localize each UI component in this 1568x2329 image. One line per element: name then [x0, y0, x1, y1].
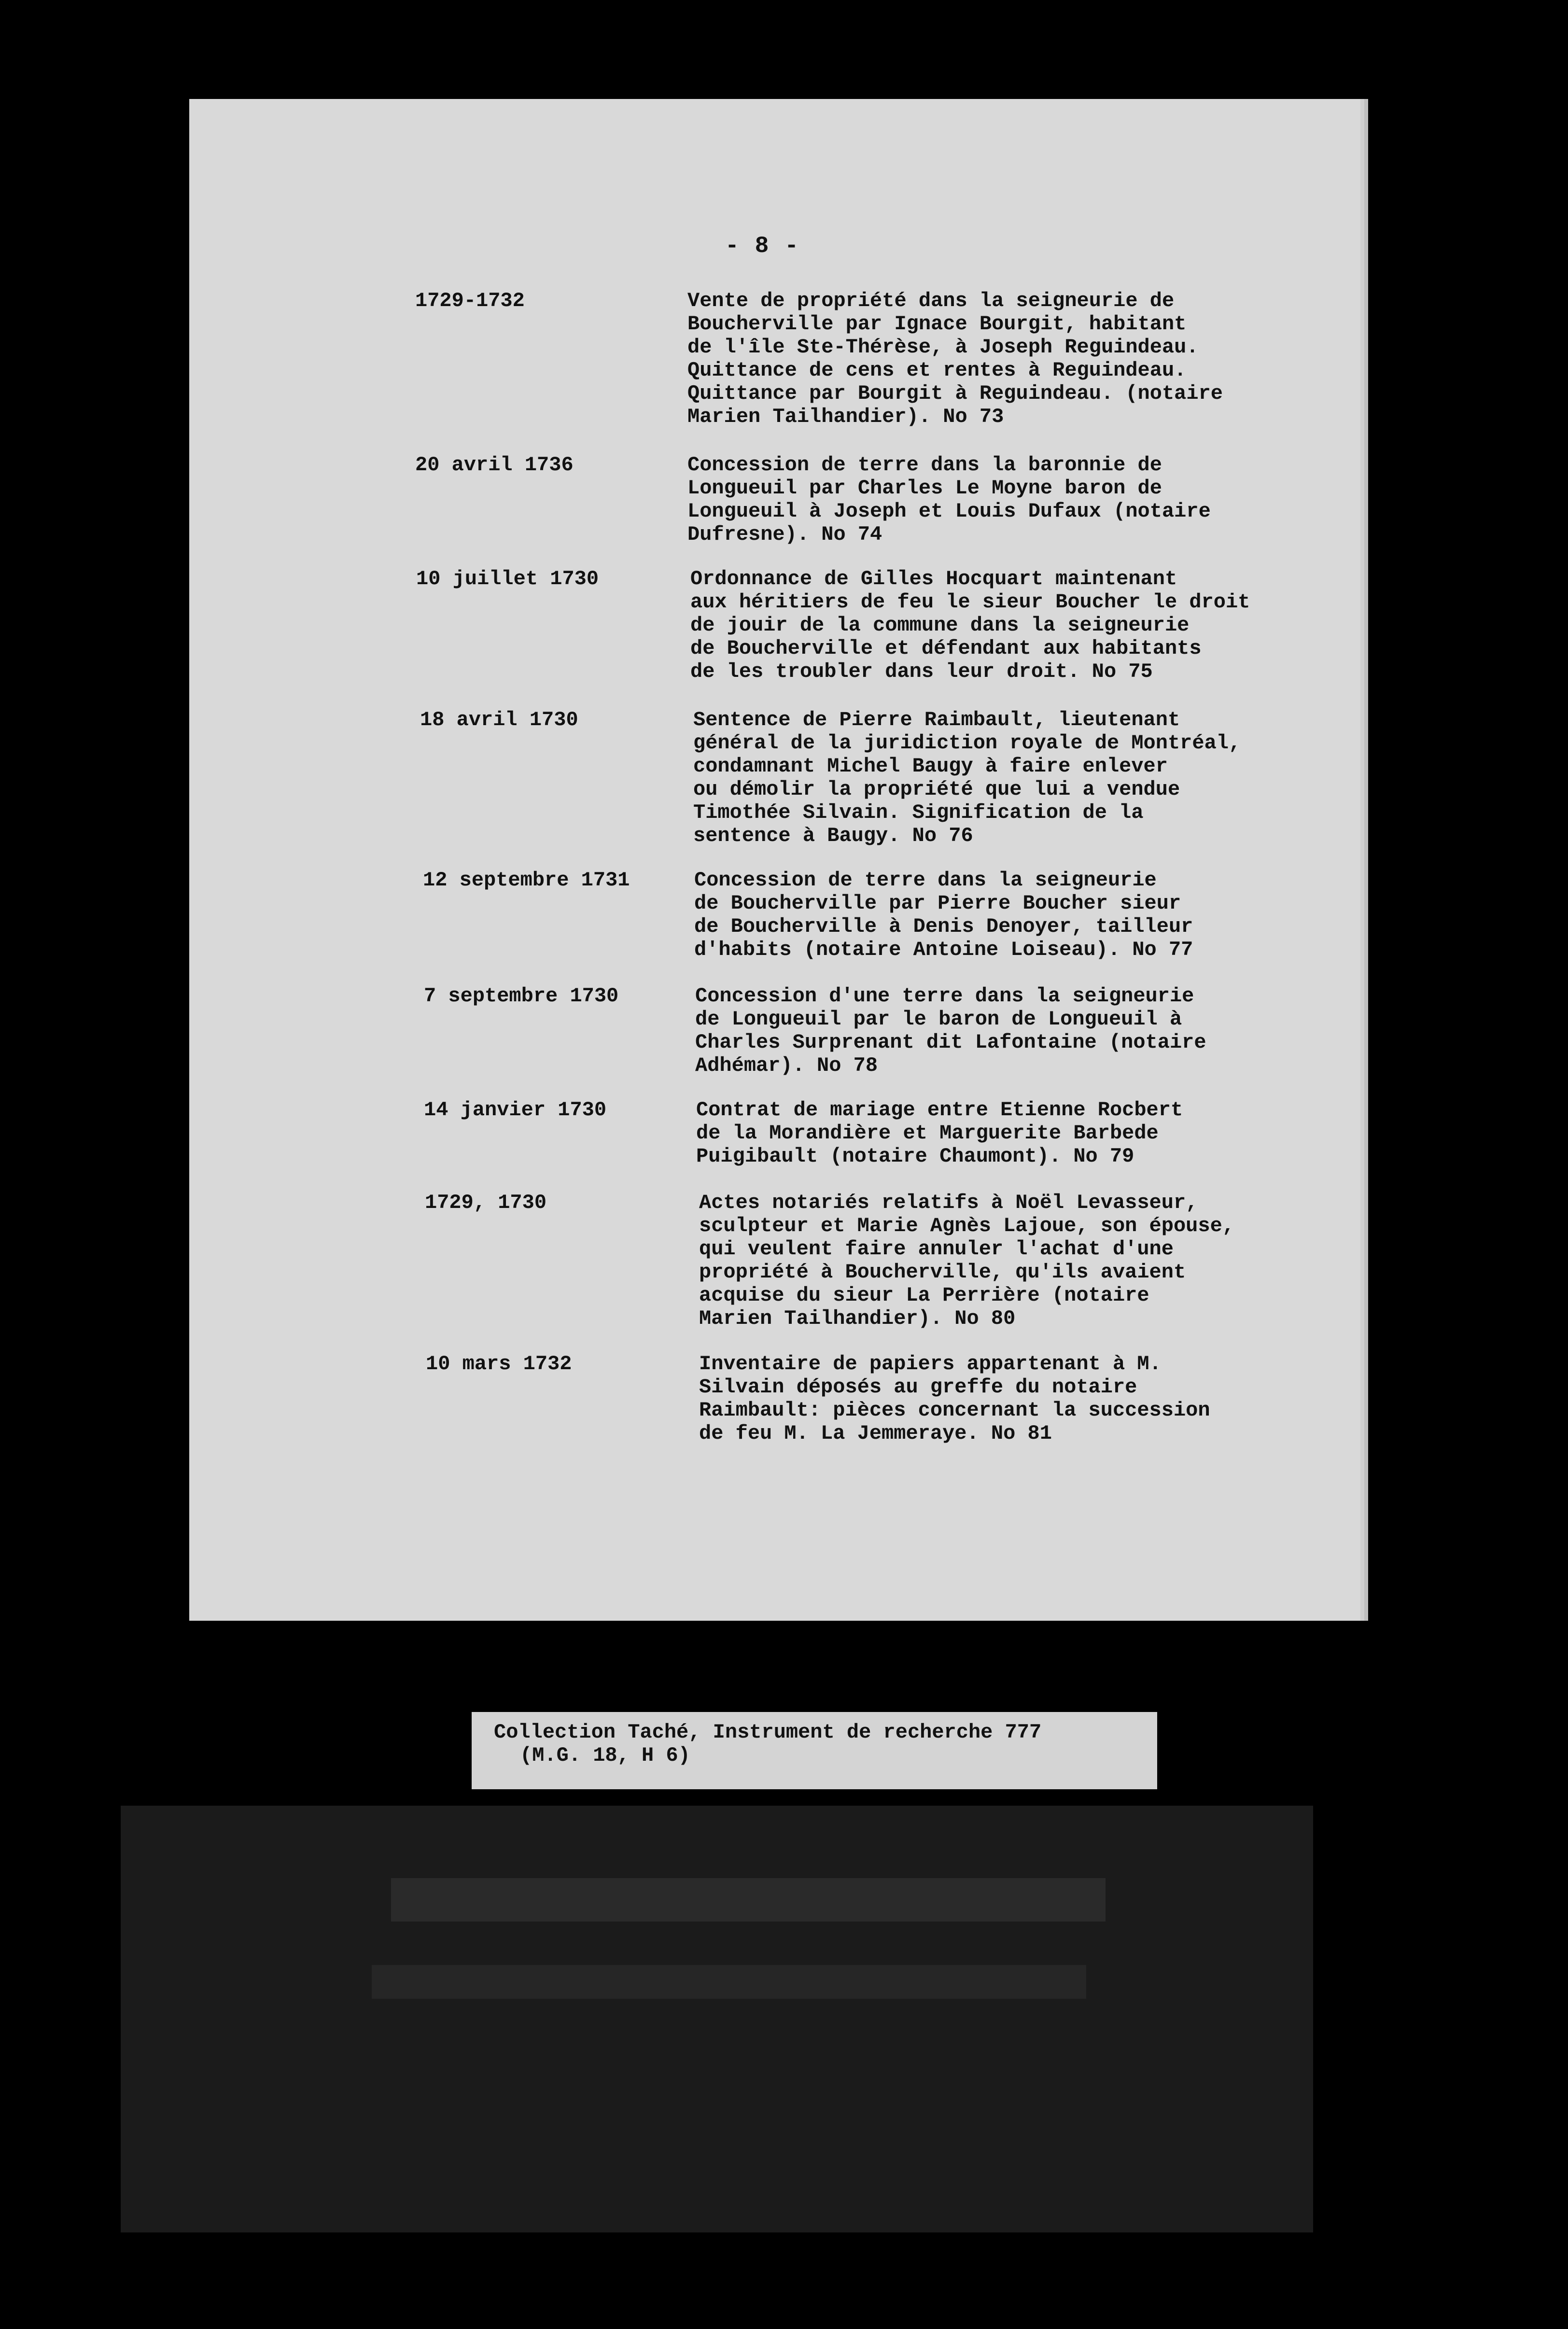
entry-description: [687, 453, 1228, 546]
entry-line: de jouir de la commune dans la seigneurie: [690, 614, 1190, 637]
entry-line: Concession de terre dans la baronnie de: [687, 453, 1162, 477]
entry-description: [696, 1098, 1237, 1168]
entry-line: propriété à Boucherville, qu'ils avaient: [699, 1261, 1186, 1284]
entry-line: aux héritiers de feu le sieur Boucher le droit: [690, 590, 1250, 614]
entry-line: de Boucherville par Pierre Boucher sieur: [694, 892, 1181, 915]
entry-line: de les troubler dans leur droit. No 75: [690, 660, 1153, 683]
entry-line: qui veulent faire annuler l'achat d'une: [699, 1237, 1174, 1261]
entry-line: de Boucherville à Denis Denoyer, tailleur: [694, 915, 1193, 938]
entry-description: [687, 289, 1228, 428]
entry-line: de la Morandière et Marguerite Barbede: [696, 1122, 1159, 1145]
entry-line: Timothée Silvain. Signification de la: [693, 801, 1144, 824]
entry-line: Silvain déposés au greffe du notaire: [699, 1375, 1137, 1399]
entry-line: Raimbault: pièces concernant la succession: [699, 1399, 1210, 1422]
entry-line: Sentence de Pierre Raimbault, lieutenant: [693, 708, 1180, 731]
entry-line: Adhémar). No 78: [695, 1054, 878, 1077]
caption-reference: (M.G. 18, H 6): [520, 1744, 690, 1767]
entry-date: 20 avril 1736: [415, 453, 574, 477]
faded-block: [372, 1965, 1086, 1999]
entry-line: ou démolir la propriété que lui a vendue: [693, 778, 1180, 801]
entry-line: Inventaire de papiers appartenant à M.: [699, 1352, 1162, 1375]
entry-description: [693, 708, 1241, 847]
entry-line: Longueuil à Joseph et Louis Dufaux (notaire: [687, 500, 1211, 523]
entry-line: Quittance de cens et rentes à Reguindeau.: [687, 359, 1187, 382]
entry-line: de feu M. La Jemmeraye. No 81: [699, 1422, 1052, 1445]
entry-line: Marien Tailhandier). No 80: [699, 1307, 1016, 1330]
entry-description: [694, 869, 1235, 961]
entry-line: de l'île Ste-Thérèse, à Joseph Reguindeau.: [687, 336, 1199, 359]
dark-card-background: [121, 1806, 1313, 2232]
entry-line: condamnant Michel Baugy à faire enlever: [693, 755, 1168, 778]
collection-caption: [472, 1712, 1157, 1789]
entry-date: 1729-1732: [415, 289, 525, 312]
entry-description: [695, 984, 1236, 1077]
entry-description: [699, 1191, 1240, 1330]
entry-date: 14 janvier 1730: [424, 1098, 607, 1122]
entry-date: 12 septembre 1731: [423, 869, 630, 892]
entry-line: Quittance par Bourgit à Reguindeau. (notaire: [687, 382, 1223, 405]
entry-date: 10 juillet 1730: [416, 567, 599, 590]
entry-line: d'habits (notaire Antoine Loiseau). No 77: [694, 938, 1193, 961]
entry-line: Actes notariés relatifs à Noël Levasseur,: [699, 1191, 1198, 1214]
entry-line: de Longueuil par le baron de Longueuil à: [695, 1008, 1182, 1031]
caption-title: Collection Taché, Instrument de recherche 777: [494, 1721, 1042, 1744]
entry-line: sculpteur et Marie Agnès Lajoue, son épouse,: [699, 1214, 1234, 1237]
entry-line: Vente de propriété dans la seigneurie de: [687, 289, 1175, 312]
entry-line: acquise du sieur La Perrière (notaire: [699, 1284, 1149, 1307]
faded-block: [391, 1878, 1106, 1922]
entry-line: sentence à Baugy. No 76: [693, 824, 973, 847]
entry-line: Ordonnance de Gilles Hocquart maintenant: [690, 567, 1177, 590]
entry-description: [690, 567, 1250, 683]
entry-line: Dufresne). No 74: [687, 523, 882, 546]
entry-date: 7 septembre 1730: [424, 984, 619, 1008]
document-page: [189, 99, 1360, 1621]
entry-line: Contrat de mariage entre Etienne Rocbert: [696, 1098, 1183, 1122]
entry-line: Marien Tailhandier). No 73: [687, 405, 1004, 428]
entry-line: Longueuil par Charles Le Moyne baron de: [687, 477, 1162, 500]
entry-description: [699, 1352, 1240, 1445]
page-number: - 8 -: [725, 233, 800, 259]
entry-line: Concession d'une terre dans la seigneurie: [695, 984, 1194, 1008]
entry-date: 18 avril 1730: [420, 708, 578, 731]
entry-line: général de la juridiction royale de Montréal,: [693, 731, 1241, 755]
entry-date: 10 mars 1732: [426, 1352, 572, 1375]
entry-line: Puigibault (notaire Chaumont). No 79: [696, 1145, 1134, 1168]
entry-line: de Boucherville et défendant aux habitants: [690, 637, 1202, 660]
entry-line: Boucherville par Ignace Bourgit, habitant: [687, 312, 1187, 336]
entry-line: Concession de terre dans la seigneurie: [694, 869, 1157, 892]
entry-line: Charles Surprenant dit Lafontaine (notaire: [695, 1031, 1206, 1054]
entry-date: 1729, 1730: [425, 1191, 547, 1214]
